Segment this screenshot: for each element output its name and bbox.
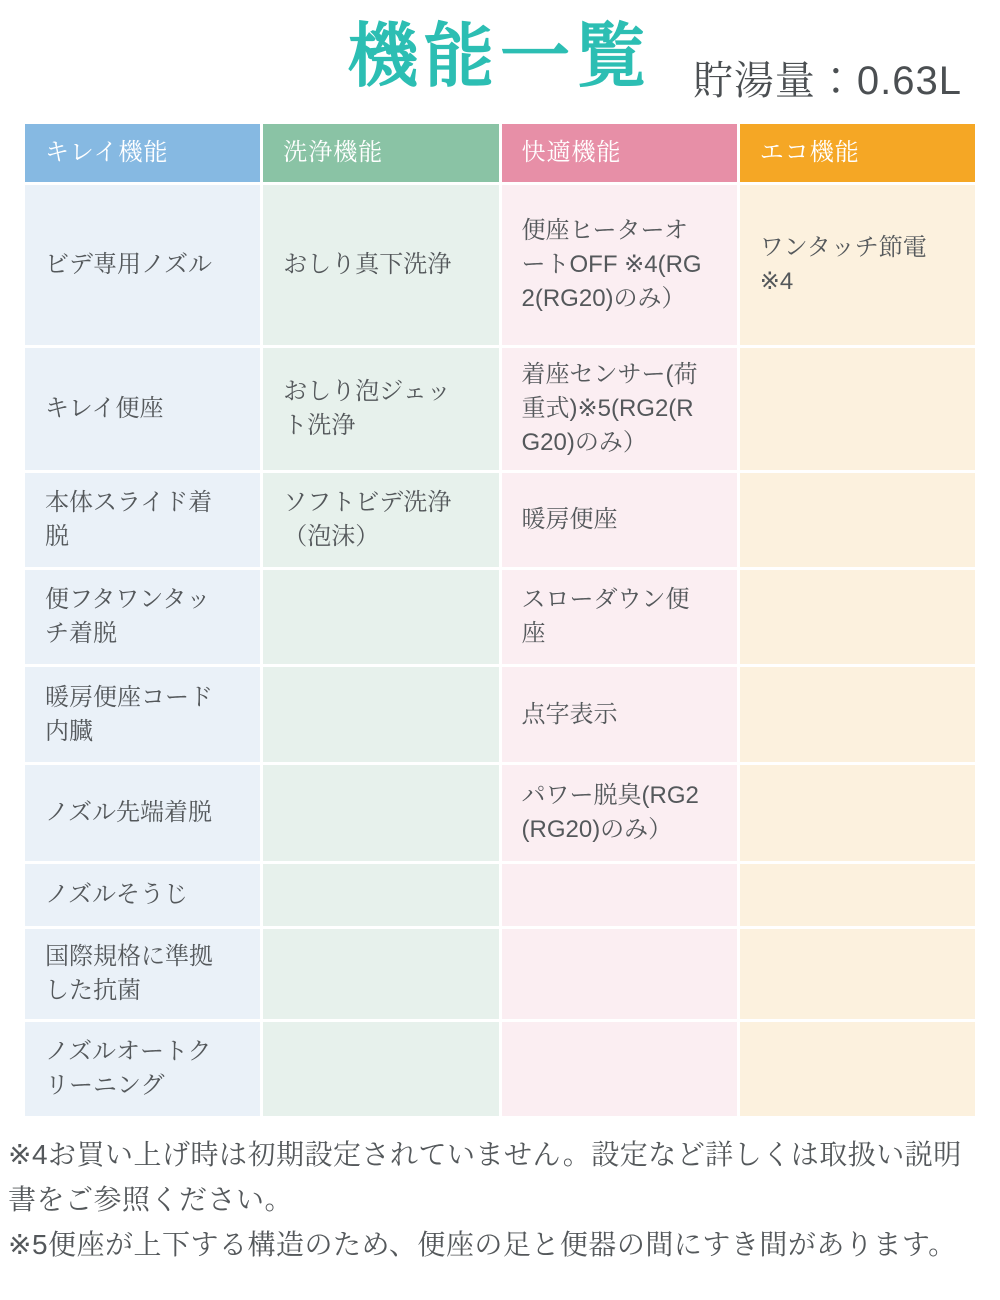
table-cell: キレイ便座 xyxy=(25,348,260,470)
column-header: キレイ機能 xyxy=(25,124,260,182)
table-cell: ソフトビデ洗浄（泡沫） xyxy=(263,473,498,567)
column-header: 快適機能 xyxy=(502,124,737,182)
table-cell xyxy=(740,765,975,861)
title-row xyxy=(0,0,1000,114)
table-cell xyxy=(502,864,737,926)
feature-table xyxy=(25,124,975,1116)
table-cell: ノズル先端着脱 xyxy=(25,765,260,861)
table-cell: パワー脱臭(RG2(RG20)のみ） xyxy=(502,765,737,861)
table-cell xyxy=(502,1022,737,1116)
column-header: エコ機能 xyxy=(740,124,975,182)
table-cell xyxy=(740,348,975,470)
table-cell: ビデ専用ノズル xyxy=(25,185,260,345)
table-cell: ワンタッチ節電 ※4 xyxy=(740,185,975,345)
tank-capacity-label: 貯湯量：0.63L xyxy=(692,59,962,103)
page-title: 機能一覧 xyxy=(348,17,652,95)
table-cell xyxy=(502,929,737,1019)
table-cell xyxy=(740,864,975,926)
table-cell: ノズルそうじ xyxy=(25,864,260,926)
table-cell: 暖房便座コード内臓 xyxy=(25,667,260,762)
footnote-text: ※5便座が上下する構造のため、便座の足と便器の間にすき間があります。 xyxy=(8,1229,957,1260)
table-cell xyxy=(740,1022,975,1116)
table-cell xyxy=(263,765,498,861)
table-cell xyxy=(740,473,975,567)
table-cell: ノズルオートクリーニング xyxy=(25,1022,260,1116)
table-cell xyxy=(740,667,975,762)
column-header: 洗浄機能 xyxy=(263,124,498,182)
footnote-text: ※4お買い上げ時は初期設定されていません。設定など詳しくは取扱い説明書をご参照ください。 xyxy=(8,1139,962,1215)
table-cell: 本体スライド着脱 xyxy=(25,473,260,567)
table-cell: おしり真下洗浄 xyxy=(263,185,498,345)
table-cell: 暖房便座 xyxy=(502,473,737,567)
table-cell xyxy=(740,929,975,1019)
table-cell xyxy=(263,929,498,1019)
table-cell: スローダウン便座 xyxy=(502,570,737,664)
table-cell xyxy=(263,864,498,926)
table-cell xyxy=(740,570,975,664)
table-cell: おしり泡ジェット洗浄 xyxy=(263,348,498,470)
table-cell: 便フタワンタッチ着脱 xyxy=(25,570,260,664)
table-cell: 便座ヒーターオートOFF ※4(RG2(RG20)のみ） xyxy=(502,185,737,345)
table-cell xyxy=(263,570,498,664)
table-cell: 国際規格に準拠した抗菌 xyxy=(25,929,260,1019)
table-cell xyxy=(263,667,498,762)
footnotes xyxy=(8,1132,968,1267)
table-cell: 着座センサー(荷重式)※5(RG2(RG20)のみ） xyxy=(502,348,737,470)
table-cell xyxy=(263,1022,498,1116)
table-cell: 点字表示 xyxy=(502,667,737,762)
